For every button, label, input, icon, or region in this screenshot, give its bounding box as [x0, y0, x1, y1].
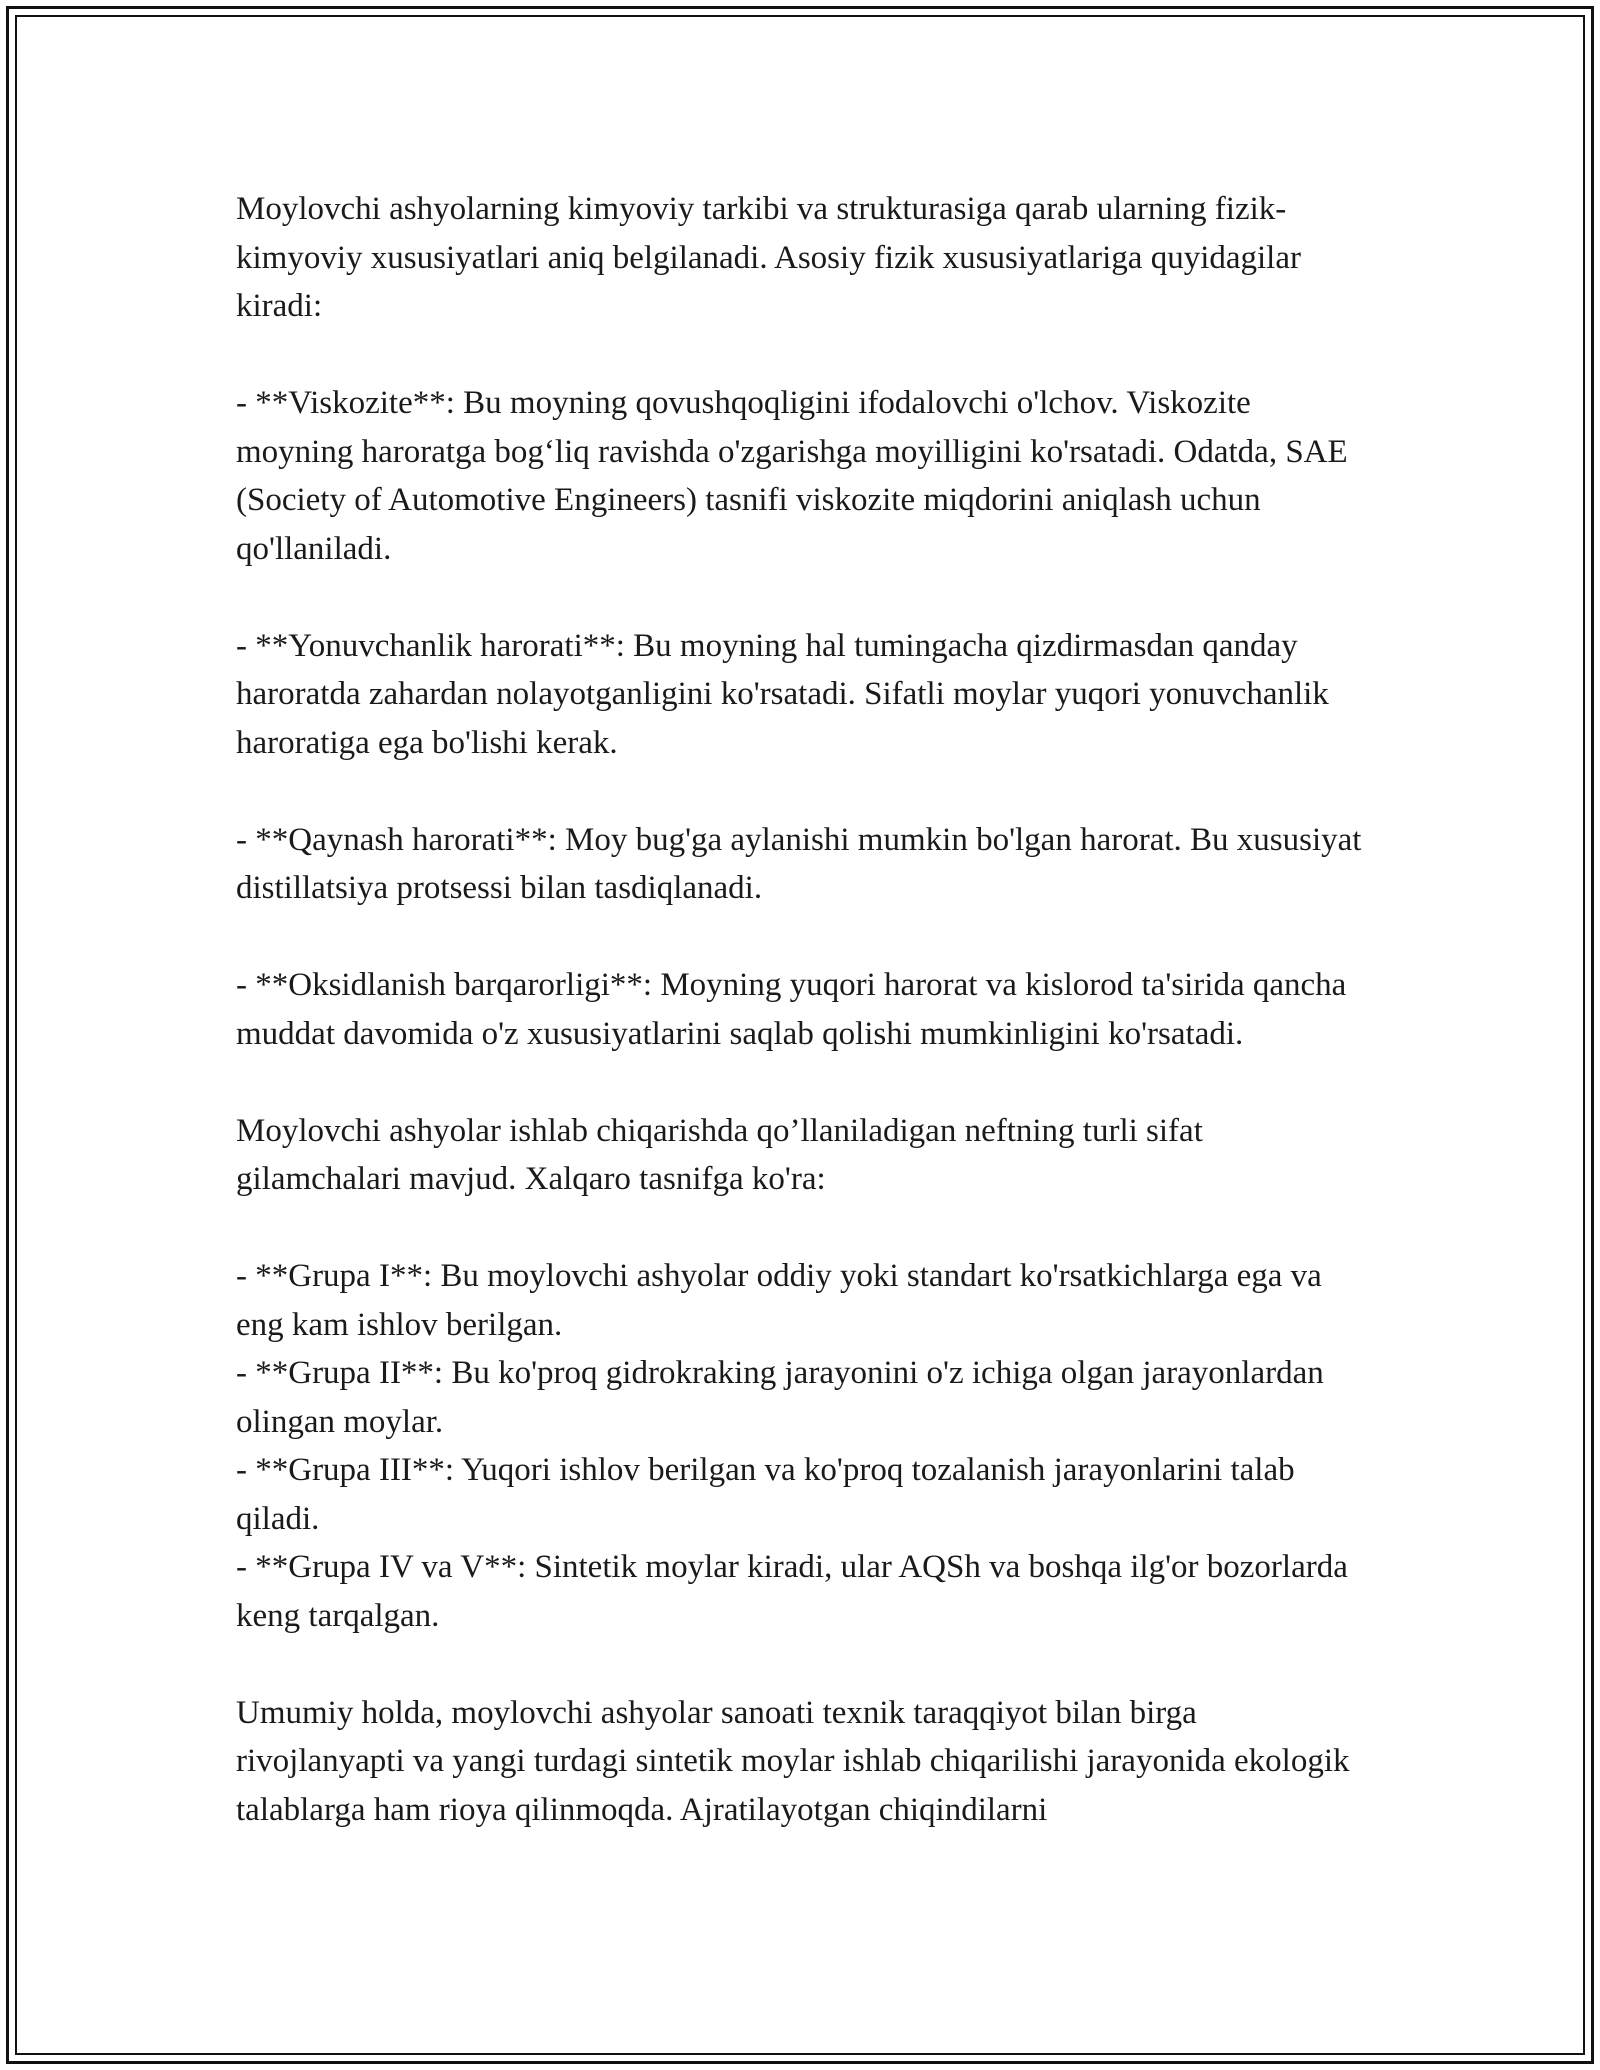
paragraph-xulosa: Umumiy holda, moylovchi ashyolar sanoati texnik taraqqiyot bilan birga rivojlanyapti va yangi turdagi sintetik moylar ishlab chiqarilishi jarayonida ekologik talablarga ham rioya qilinmoqda. Ajratilayotgan chiqindilarni	[236, 1694, 1358, 1828]
paragraph-gap	[236, 1058, 1366, 1107]
paragraph-gap	[236, 573, 1366, 622]
list-item-grupa-3: - **Grupa III**: Yuqori ishlov berilgan va ko'proq tozalanish jarayonlarini talab qiladi.	[236, 1452, 1303, 1537]
paragraph-qaynash: - **Qaynash harorati**: Moy bug'ga aylanishi mumkin bo'lgan harorat. Bu xususiyat distillatsiya protsessi bilan tasdiqlanadi.	[236, 821, 1370, 906]
document-body	[236, 185, 1370, 1834]
paragraph-neft: Moylovchi ashyolar ishlab chiqarishda qo’llaniladigan neftning turli sifat gilamchalari mavjud. Xalqaro tasnifga ko'ra:	[236, 1112, 1212, 1197]
paragraph-gap	[236, 913, 1366, 962]
paragraph-viskozite: - **Viskozite**: Bu moyning qovushqoqligini ifodalovchi o'lchov. Viskozite moyning haroratga bog‘liq ravishda o'zgarishga moyilligini ko'rsatadi. Odatda, SAE (Society of Automotive Engineers) tasnifi viskozite miqdorini aniqlash uchun qo'llaniladi.	[236, 385, 1356, 567]
list-item-grupa-4-5: - **Grupa IV va V**: Sintetik moylar kiradi, ular AQSh va boshqa ilg'or bozorlarda keng tarqalgan.	[236, 1549, 1357, 1634]
paragraph-gap	[236, 767, 1366, 816]
paragraph-gap	[236, 1640, 1366, 1689]
paragraph-gap	[236, 331, 1366, 380]
paragraph-oksidlanish: - **Oksidlanish barqarorligi**: Moyning yuqori harorat va kislorod ta'sirida qancha muddat davomida o'z xususiyatlarini saqlab qolishi mumkinligini ko'rsatadi.	[236, 967, 1355, 1052]
list-item-grupa-2: - **Grupa II**: Bu ko'proq gidrokraking jarayonini o'z ichiga olgan jarayonlardan olingan moylar.	[236, 1355, 1332, 1440]
paragraph-intro: Moylovchi ashyolarning kimyoviy tarkibi va strukturasiga qarab ularning fizik-kimyoviy xususiyatlari aniq belgilanadi. Asosiy fizik xususiyatlariga quyidagilar kiradi:	[236, 191, 1310, 324]
paragraph-yonuvchanlik: - **Yonuvchanlik harorati**: Bu moyning hal tumingacha qizdirmasdan qanday haroratda zahardan nolayotganligini ko'rsatadi. Sifatli moylar yuqori yonuvchanlik haroratiga ega bo'lishi kerak.	[236, 627, 1338, 761]
list-item-grupa-1: - **Grupa I**: Bu moylovchi ashyolar oddiy yoki standart ko'rsatkichlarga ega va eng kam ishlov berilgan.	[236, 1258, 1331, 1343]
paragraph-gap	[236, 1204, 1366, 1253]
